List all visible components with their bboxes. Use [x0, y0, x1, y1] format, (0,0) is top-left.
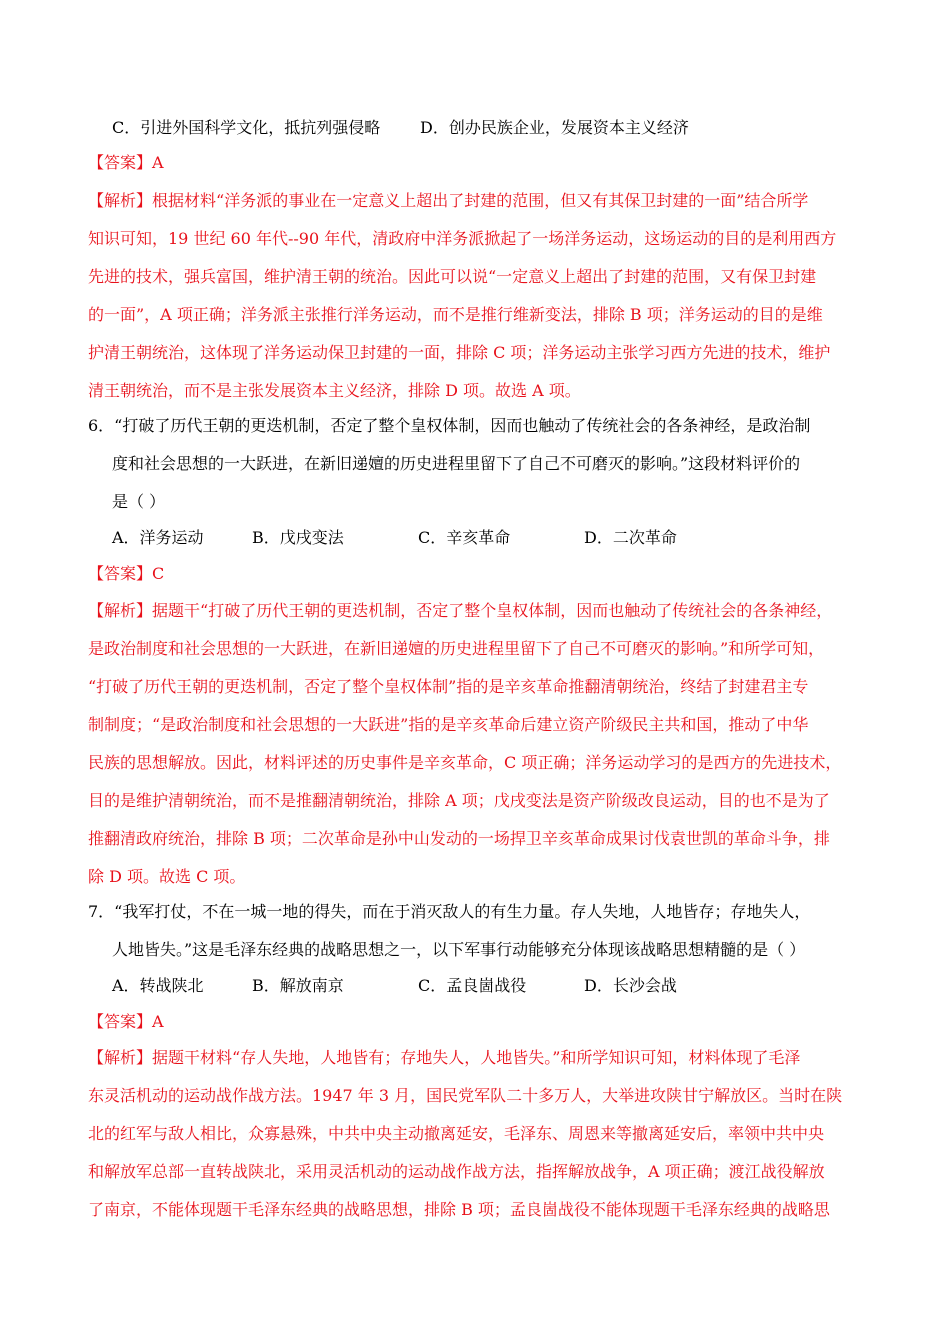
q7-analysis-line: 和解放军总部一直转战陕北，采用灵活机动的运动战作战方法，指挥解放战争，A 项正确；渡江战役解放: [88, 1162, 825, 1181]
q6-analysis-line: “打破了历代王朝的更迭机制，否定了整个皇权体制”指的是辛亥革命推翻清朝统治，终结了封建君主专: [88, 677, 809, 696]
q5-analysis-line: 知识可知，19 世纪 60 年代--90 年代，清政府中洋务派掀起了一场洋务运动，这场运动的目的是利用西方: [88, 229, 837, 248]
analysis-label: 【解析】: [88, 191, 153, 210]
analysis-label: 【解析】: [88, 601, 153, 620]
q5-option-d: D．创办民族企业，发展资本主义经济: [420, 118, 689, 137]
answer-label: 【答案】: [88, 564, 153, 583]
q5-analysis-line: 先进的技术，强兵富国，维护清王朝的统治。因此可以说“一定意义上超出了封建的范围，又有保卫封建: [88, 267, 817, 286]
q6-answer: [88, 562, 868, 586]
q6-stem-line: 6．“打破了历代王朝的更迭机制，否定了整个皇权体制，因而也触动了传统社会的各条神经，是政治制: [88, 416, 811, 435]
q7-option-d: D．长沙会战: [584, 976, 677, 995]
q7-analysis-line: 东灵活机动的运动战作战方法。1947 年 3 月，国民党军队二十多万人，大举进攻陕甘宁解放区。当时在陕: [88, 1086, 843, 1105]
q6-analysis-line: 是政治制度和社会思想的一大跃进，在新旧递嬗的历史进程里留下了自己不可磨灭的影响。”和所学可知，: [88, 639, 825, 658]
q6-analysis-line: [88, 599, 868, 623]
q5-analysis-line: 清王朝统治，而不是主张发展资本主义经济，排除 D 项。故选 A 项。: [88, 381, 581, 400]
q5-option-c: C．引进外国科学文化，抵抗列强侵略: [112, 118, 381, 137]
q6-analysis-line: 目的是维护清朝统治，而不是推翻清朝统治，排除 A 项；戊戌变法是资产阶级改良运动，目的也不是为了: [88, 791, 830, 810]
q6-option-b: B．戊戌变法: [252, 528, 344, 547]
q6-analysis-line: 制制度；“是政治制度和社会思想的一大跃进”指的是辛亥革命后建立资产阶级民主共和国，推动了中华: [88, 715, 809, 734]
q6-stem-line: 度和社会思想的一大跃进，在新旧递嬗的历史进程里留下了自己不可磨灭的影响。”这段材料评价的: [112, 454, 801, 473]
answer-value: A: [152, 153, 164, 172]
q7-stem-line: 7．“我军打仗，不在一城一地的得失，而在于消灭敌人的有生力量。存人失地，人地皆存；存地失人，: [88, 902, 811, 921]
answer-label: 【答案】: [88, 153, 153, 172]
q6-analysis-line: 除 D 项。故选 C 项。: [88, 867, 246, 886]
q5-answer: [88, 151, 868, 175]
q7-option-b: B．解放南京: [252, 976, 344, 995]
q5-analysis-line: 的一面”，A 项正确；洋务派主张推行洋务运动，而不是推行维新变法，排除 B 项；洋务运动的目的是维: [88, 305, 823, 324]
analysis-text: 据题干“打破了历代王朝的更迭机制，否定了整个皇权体制，因而也触动了传统社会的各条神经，: [152, 601, 833, 620]
q7-option-c: C．孟良崮战役: [418, 976, 527, 995]
analysis-text: 据题干材料“存人失地，人地皆有；存地失人，人地皆失。”和所学知识可知，材料体现了毛泽: [152, 1048, 801, 1067]
q7-stem-line: 人地皆失。”这是毛泽东经典的战略思想之一，以下军事行动能够充分体现该战略思想精髓的是（ ）: [112, 940, 806, 959]
answer-value: C: [152, 564, 165, 583]
q7-answer: [88, 1010, 868, 1034]
answer-value: A: [152, 1012, 164, 1031]
q7-analysis-line: 了南京，不能体现题干毛泽东经典的战略思想，排除 B 项；孟良崮战役不能体现题干毛泽东经典的战略思: [88, 1200, 830, 1219]
q6-analysis-line: 推翻清政府统治，排除 B 项；二次革命是孙中山发动的一场捍卫辛亥革命成果讨伐袁世凯的革命斗争，排: [88, 829, 830, 848]
q6-option-a: A．洋务运动: [112, 528, 204, 547]
q6-stem-line: 是（ ）: [112, 492, 166, 511]
q7-analysis-line: 北的红军与敌人相比，众寡悬殊，中共中央主动撤离延安，毛泽东、周恩来等撤离延安后，率领中共中央: [88, 1124, 825, 1143]
q5-analysis-line: [88, 189, 868, 213]
q7-analysis-line: [88, 1046, 868, 1070]
answer-label: 【答案】: [88, 1012, 153, 1031]
q6-analysis-line: 民族的思想解放。因此，材料评述的历史事件是辛亥革命，C 项正确；洋务运动学习的是西方的先进技术，: [88, 753, 842, 772]
q6-option-d: D．二次革命: [584, 528, 677, 547]
q5-analysis-line: 护清王朝统治，这体现了洋务运动保卫封建的一面，排除 C 项；洋务运动主张学习西方先进的技术，维护: [88, 343, 831, 362]
q7-option-a: A．转战陕北: [112, 976, 204, 995]
q6-option-c: C．辛亥革命: [418, 528, 511, 547]
analysis-text: 根据材料“洋务派的事业在一定意义上超出了封建的范围，但又有其保卫封建的一面”结合所学: [152, 191, 809, 210]
analysis-label: 【解析】: [88, 1048, 153, 1067]
